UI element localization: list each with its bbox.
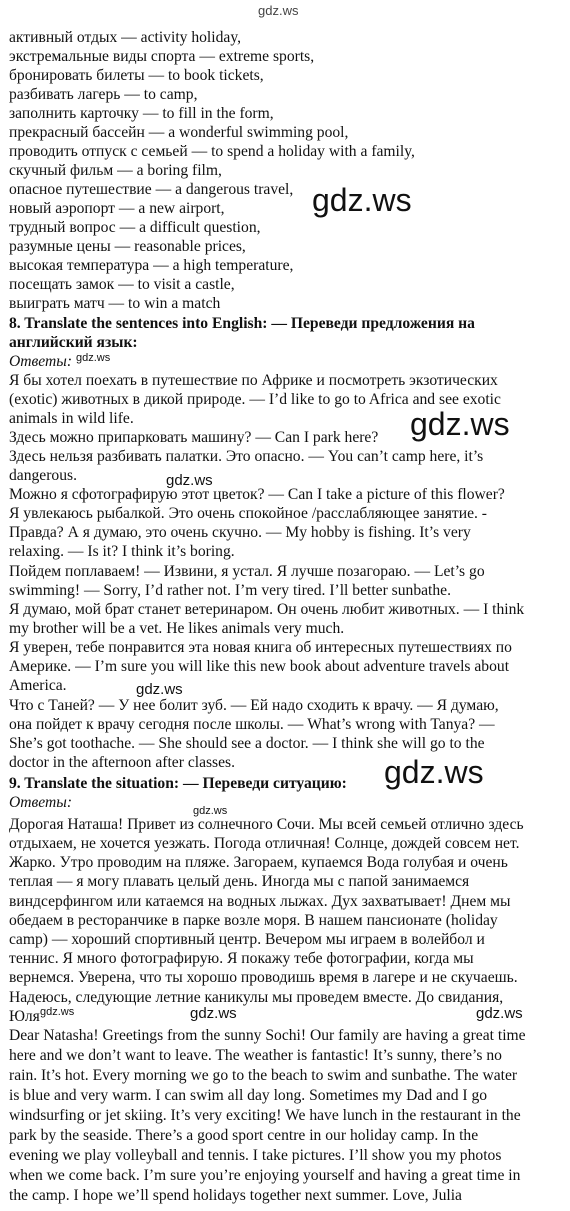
watermark: gdz.ws [476,1005,523,1022]
vocab-line: заполнить карточку — to fill in the form, [9,105,274,122]
task-8-line: America. [9,677,67,694]
task-8-line: (exotic) животных в дикой природе. — I’d like to go to Africa and see exotic [9,391,501,408]
letter-english-line: park by the seaside. There’s a good sport centre in our holiday camp. In the [9,1127,479,1144]
vocab-line: опасное путешествие — a dangerous travel, [9,181,294,198]
task-8-line: Можно я сфотографирую этот цветок? — Can I take a picture of this flower? [9,486,505,503]
vocab-line: выиграть матч — to win a match [9,295,221,312]
watermark: gdz.ws [166,472,213,489]
letter-english-line: when we come back. I’m sure you’re enjoying yourself and having a great time in [9,1167,521,1184]
letter-russian-line: Надеюсь, следующие летние каникулы мы проведем вместе. До свидания, [9,989,504,1006]
vocab-line: высокая температура — a high temperature, [9,257,294,274]
letter-russian-line: теннис. Я много фотографирую. Я покажу тебе фотографии, когда мы [9,950,474,967]
vocab-line: новый аэропорт — a new airport, [9,200,225,217]
vocab-line: трудный вопрос — a difficult question, [9,219,261,236]
task-8-line: Здесь можно припарковать машину? — Can I park here? [9,429,379,446]
task-8-line: Я бы хотел поехать в путешествие по Африке и посмотреть экзотических [9,372,498,389]
task-8-line: swimming! — Sorry, I’d rather not. I’m very tired. I’ll better sunbathe. [9,582,451,599]
letter-russian-line: Жарко. Утро проводим на пляже. Загораем, купаемся Вода голубая и очень [9,854,508,871]
answers-label: Ответы: [9,353,73,370]
vocab-line: разбивать лагерь — to camp, [9,86,198,103]
letter-english-line: windsurfing or jet skiing. It’s very exciting! We have lunch in the restaurant in the [9,1107,521,1124]
task-8-line: She’s got toothache. — She should see a doctor. — I think she will go to the [9,735,485,752]
letter-russian-line: виндсерфингом или катаемся на водных лыжах. Дух захватывает! Днем мы [9,893,511,910]
vocab-line: разумные цены — reasonable prices, [9,238,246,255]
task-8-line: doctor in the afternoon after classes. [9,754,236,771]
answers-label: Ответы: [9,794,73,811]
vocab-line: скучный фильм — a boring film, [9,162,222,179]
task-8-line: Что с Таней? — У нее болит зуб. — Ей надо сходить к врачу. — Я думаю, [9,697,499,714]
task-8-line: Здесь нельзя разбивать палатки. Это опасно. — You can’t camp here, it’s [9,448,484,465]
watermark: gdz.ws [410,406,510,442]
task-8-line: она пойдет к врачу сегодня после школы. — What’s wrong with Tanya? — [9,716,495,733]
letter-russian-line: обедаем в ресторанчике в парке возле моря. В нашем пансионате (holiday [9,912,498,929]
watermark-top: gdz.ws [258,3,299,18]
task-8-line: dangerous. [9,467,77,484]
letter-english-line: evening we play volleyball and tennis. I take pictures. I’ll show you my photos [9,1147,502,1164]
watermark: gdz.ws [190,1005,237,1022]
letter-english-line: here and we don’t want to leave. The weather is fantastic! It’s sunny, there’s no [9,1047,502,1064]
task-8-line: animals in wild life. [9,410,134,427]
task-8-line: Правда? А я думаю, это очень скучно. — My hobby is fishing. It’s very [9,524,471,541]
task-8-heading: 8. Translate the sentences into English: — Переведи предложения на [9,315,475,332]
watermark: gdz.ws [384,754,484,790]
task-8-line: Пойдем поплаваем! — Извини, я устал. Я лучше позагораю. — Let’s go [9,563,485,580]
vocab-line: прекрасный бассейн — a wonderful swimming pool, [9,124,349,141]
task-8-heading-cont: английский язык: [9,334,138,351]
vocab-line: проводить отпуск с семьей — to spend a holiday with a family, [9,143,415,160]
watermark: gdz.ws [76,352,111,364]
task-8-line: relaxing. — Is it? I think it’s boring. [9,543,235,560]
task-8-line: Я думаю, мой брат станет ветеринаром. Он очень любит животных. — I think [9,601,525,618]
task-9-heading: 9. Translate the situation: — Переведи ситуацию: [9,775,347,792]
task-8-line: Я увлекаюсь рыбалкой. Это очень спокойное /расслабляющее занятие. - [9,505,487,522]
vocab-line: бронировать билеты — to book tickets, [9,67,264,84]
watermark: gdz.ws [136,681,183,698]
letter-english-line: the camp. I hope we’ll spend holidays together next summer. Love, Julia [9,1187,462,1204]
letter-english-line: Dear Natasha! Greetings from the sunny Sochi! Our family are having a great time [9,1027,526,1044]
task-8-line: my brother will be a vet. He likes animals very much. [9,620,345,637]
watermark: gdz.ws [312,182,412,218]
watermark: gdz.ws [40,1006,75,1018]
task-8-line: Я уверен, тебе понравится эта новая книга об интересных путешествиях по [9,639,512,656]
task-8-line: Америке. — I’m sure you will like this new book about adventure travels about [9,658,510,675]
vocab-line: экстремальные виды спорта — extreme sports, [9,48,315,65]
letter-english-line: is blue and very warm. I can swim all day long. Sometimes my Dad and I go [9,1087,488,1104]
letter-english-line: rain. It’s hot. Every morning we go to the beach to swim and sunbathe. The water [9,1067,518,1084]
letter-russian-line: camp) — хороший спортивный центр. Вечером мы играем в волейбол и [9,931,485,948]
letter-russian-line: вернемся. Уверена, что ты хорошо проводишь время в лагере и не скучаешь. [9,969,518,986]
letter-russian-line: Дорогая Наташа! Привет из солнечного Сочи. Мы всей семьей отлично здесь [9,816,524,833]
letter-russian-line: отдыхаем, не хочется уезжать. Погода отличная! Солнце, дождей совсем нет. [9,835,520,852]
vocab-line: активный отдых — activity holiday, [9,29,242,46]
watermark: gdz.ws [193,805,228,817]
letter-russian-line: Юля [9,1008,40,1025]
vocab-line: посещать замок — to visit a castle, [9,276,235,293]
letter-russian-line: теплая — я могу плавать целый день. Иногда мы с папой занимаемся [9,873,470,890]
